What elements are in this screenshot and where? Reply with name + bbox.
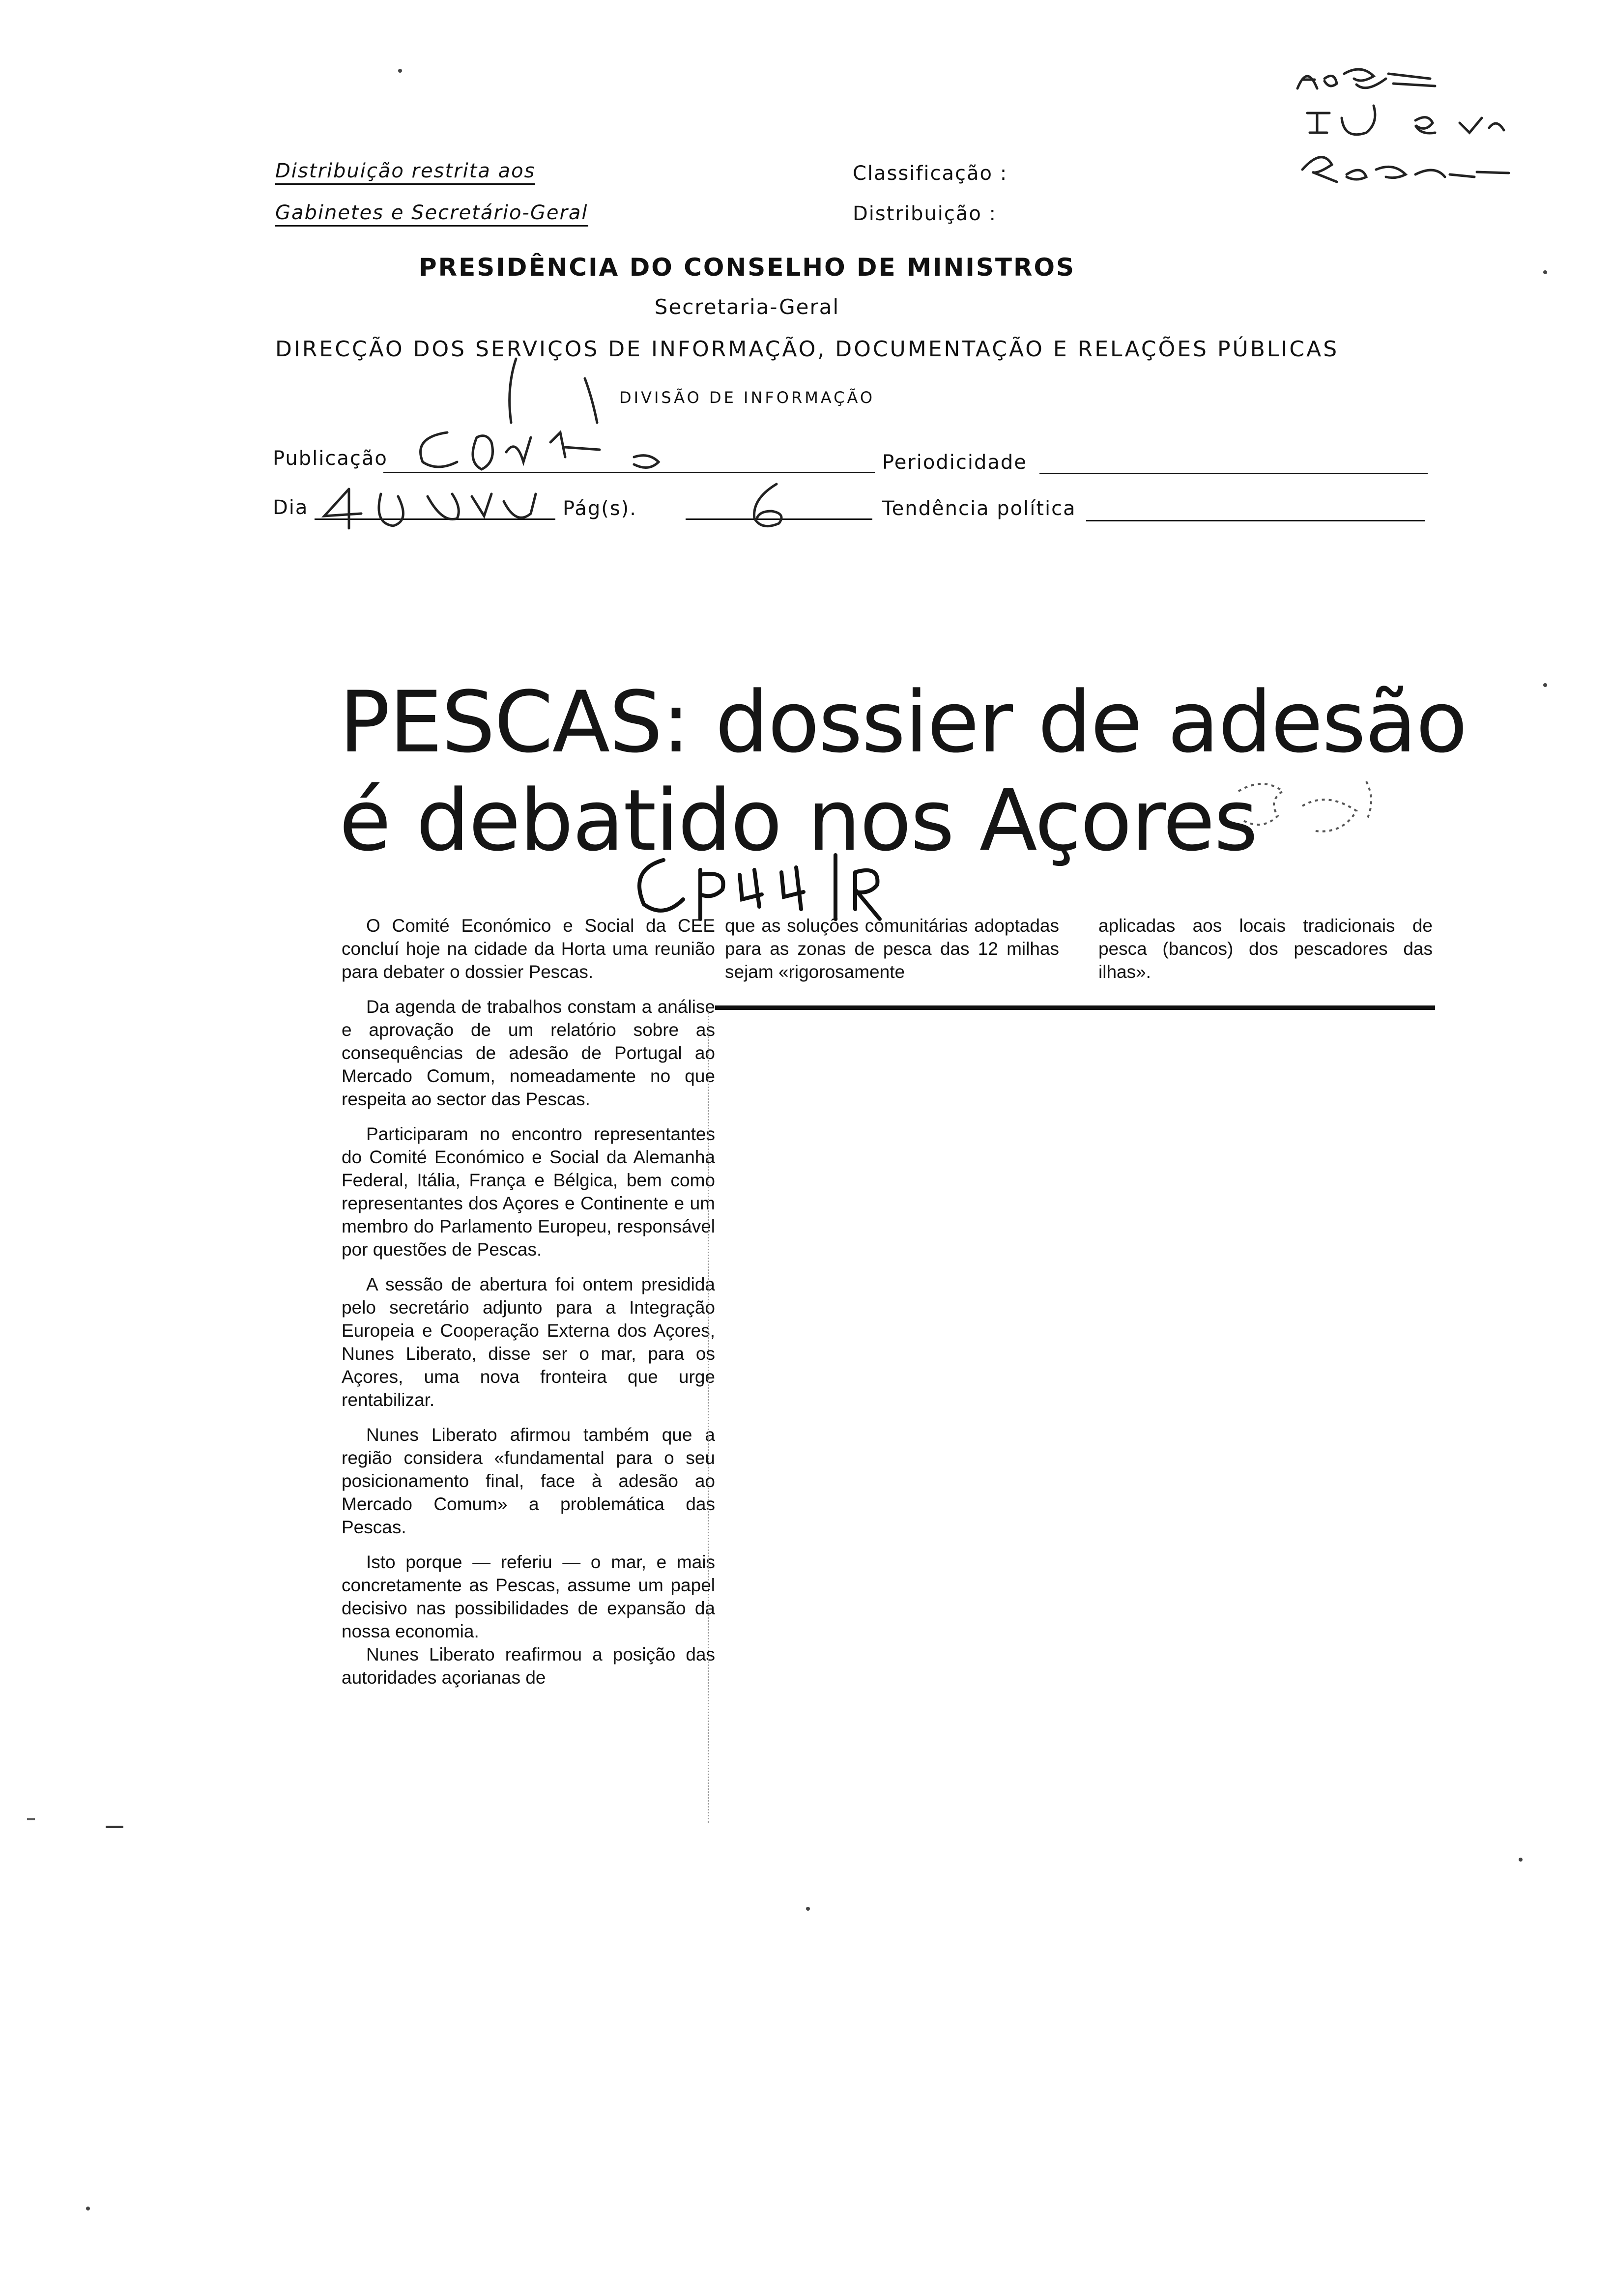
article-column-3 (1098, 914, 1433, 995)
distribuicao-label: Distribuição : (853, 202, 997, 225)
col1-para-7: Nunes Liberato reafirmou a posição das autoridades açorianas de (342, 1644, 715, 1688)
article-column-2 (725, 914, 1059, 995)
tendencia-line (1086, 520, 1425, 521)
scan-smudge-mark (1229, 772, 1425, 885)
division-line: DIVISÃO DE INFORMAÇÃO (619, 388, 875, 407)
handwritten-dia-value (315, 479, 550, 533)
scan-speck (86, 2207, 90, 2210)
classificacao-label: Classificação : (853, 162, 1008, 185)
col1-para-2: Da agenda de trabalhos constam a análise e aprovação de um relatório sobre as consequências de adesão de Portugal ao Mercado Comum, nomeadamente no que respeita ao sector das Pescas. (342, 997, 715, 1109)
scan-speck (398, 69, 402, 73)
scan-speck (1543, 683, 1547, 687)
division-wrap (0, 388, 1612, 407)
col3-para-1: aplicadas aos locais tradicionais de pesca (bancos) dos pescadores das ilhas». (1098, 916, 1433, 982)
scan-speck (27, 1818, 35, 1820)
col1-para-6: Isto porque — referiu — o mar, e mais concretamente as Pescas, assume um papel decisivo nas possibilidades de expansão da nossa economia. (342, 1552, 715, 1641)
org-subtitle-wrap (0, 295, 1612, 319)
handwritten-bracket-marks (491, 349, 619, 428)
column-gutter-dots (708, 1012, 709, 1823)
periodicidade-line (1039, 473, 1428, 474)
headline-line-1: PESCAS: dossier de adesão (339, 673, 1467, 772)
col1-para-1: O Comité Económico e Social da CEE concluí hoje na cidade da Horta uma reunião para debater o dossier Pescas. (342, 916, 715, 982)
handwriting-sketch (1288, 59, 1543, 201)
col2-para-1: que as soluções comunitárias adoptadas para as zonas de pesca das 12 milhas sejam «rigorosamente (725, 916, 1059, 982)
scan-speck (1519, 1858, 1523, 1862)
tendencia-label: Tendência política (882, 497, 1076, 520)
org-title-wrap (0, 253, 1612, 282)
org-subtitle: Secretaria-Geral (654, 295, 840, 319)
scan-speck (106, 1826, 123, 1828)
distribution-line-1: Distribuição restrita aos (275, 160, 535, 182)
handwritten-note-top-right (1288, 59, 1543, 201)
pags-label: Pág(s). (563, 497, 637, 520)
publicacao-label: Publicação (273, 447, 388, 470)
article-end-rule (715, 1005, 1435, 1010)
col1-para-4: A sessão de abertura foi ontem presidida pelo secretário adjunto para a Integração Europeia e Cooperação Externa dos Açores, Nunes Liberato, disse ser o mar, para os Açores, uma nova fronteira que urge rentabilizar. (342, 1274, 715, 1410)
scan-speck (1543, 270, 1547, 274)
article-column-1 (342, 914, 715, 1701)
handwritten-pags-value (732, 479, 811, 533)
periodicidade-label: Periodicidade (882, 451, 1027, 474)
dia-label: Dia (273, 496, 309, 519)
col1-para-5: Nunes Liberato afirmou também que a região considera «fundamental para o seu posicionamento final, face à adesão ao Mercado Comum» a problemática das Pescas. (342, 1425, 715, 1537)
headline-line-2: é debatido nos Açores (339, 771, 1257, 870)
scan-speck (806, 1907, 810, 1911)
handwritten-publicacao-value (403, 423, 708, 477)
org-title: PRESIDÊNCIA DO CONSELHO DE MINISTROS (418, 253, 1076, 282)
handwritten-headline-mark (624, 845, 929, 924)
distribution-line-2: Gabinetes e Secretário-Geral (275, 201, 588, 224)
department-line: DIRECÇÃO DOS SERVIÇOS DE INFORMAÇÃO, DOCUMENTAÇÃO E RELAÇÕES PÚBLICAS (275, 337, 1339, 362)
col1-para-3: Participaram no encontro representantes do Comité Económico e Social da Alemanha Federal, Itália, França e Bélgica, bem como representantes dos Açores e Continente e um membro do Parlamento Europeu, responsável por questões de Pescas. (342, 1124, 715, 1260)
